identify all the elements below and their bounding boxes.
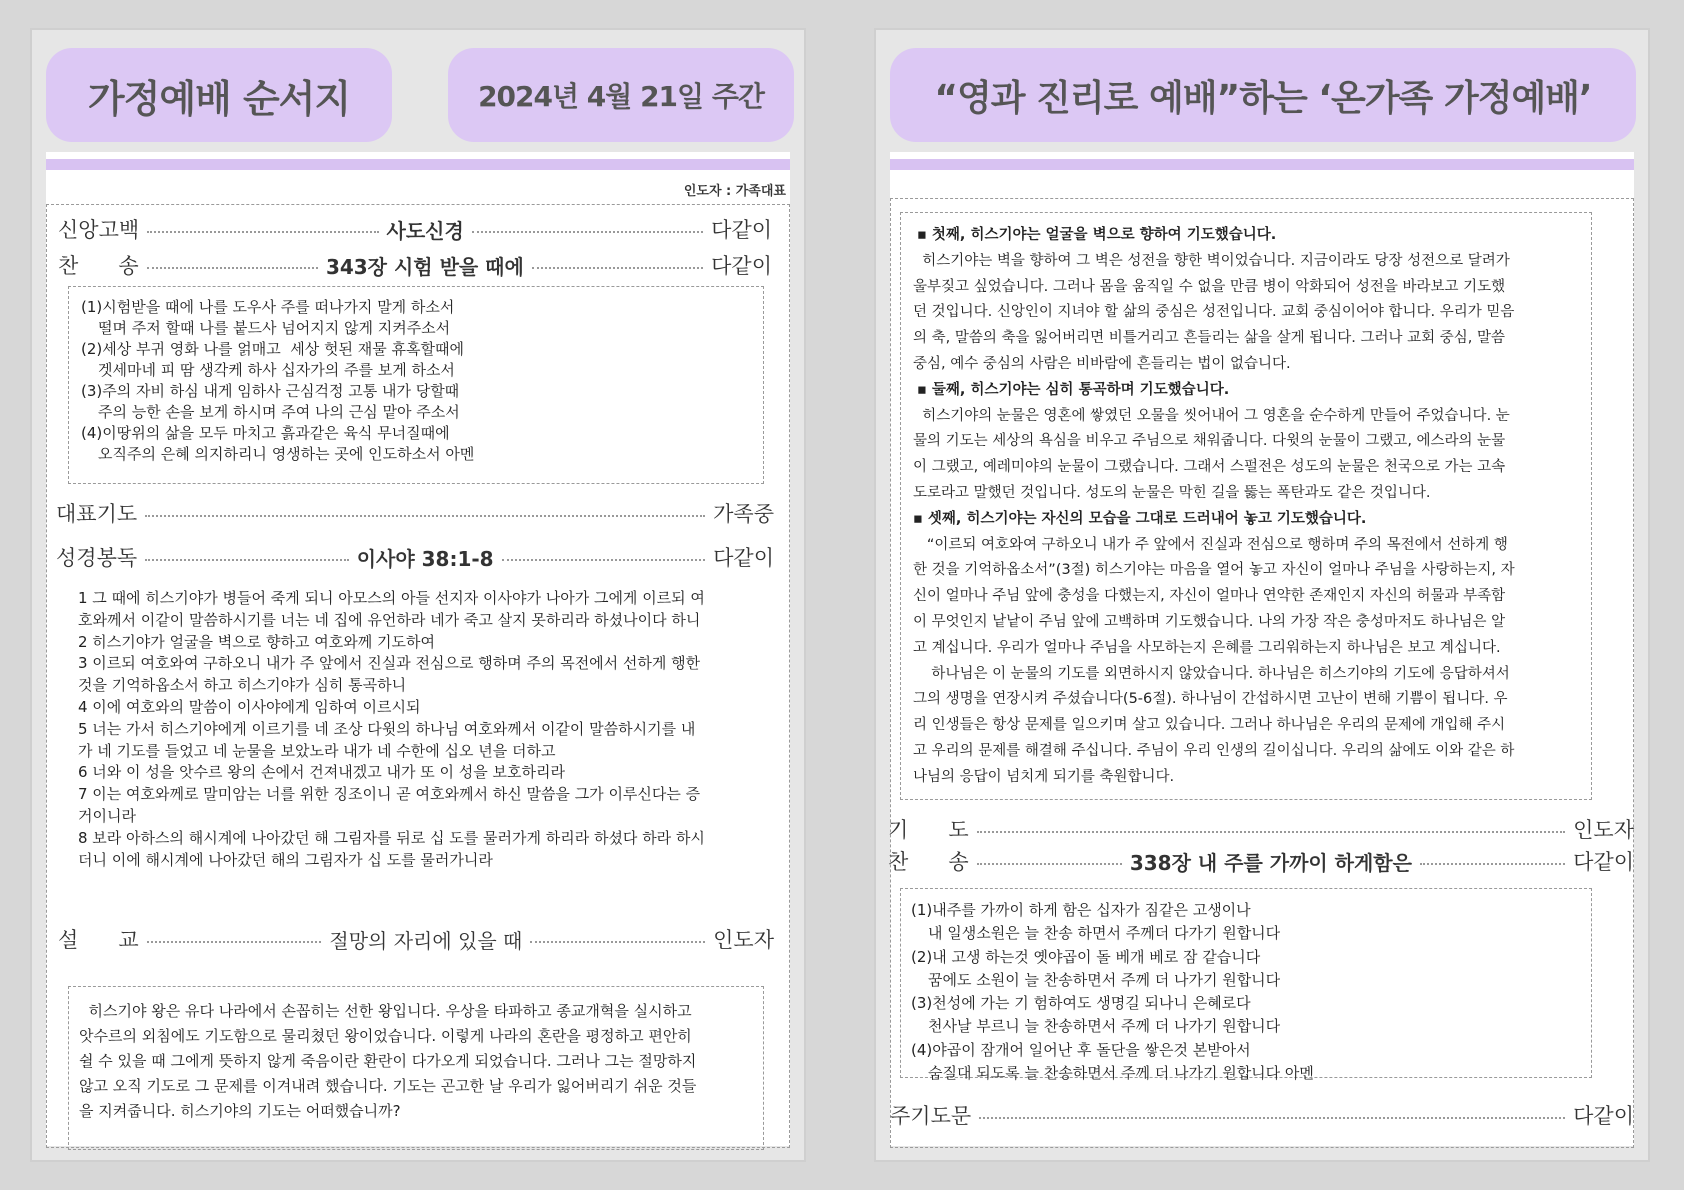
prayer-row (56, 498, 774, 528)
point-line: “이르되 여호와여 구하오니 내가 주 앞에서 진실과 전심으로 행하며 주의 목전에서 선하게 행 (913, 536, 1508, 553)
sermon-line: 앗수르의 외침에도 기도함으로 물리쳤던 왕이었습니다. 이렇게 나라의 혼란을 평정하고 편안히 (79, 1027, 692, 1045)
scripture-line: 2 히스기야가 얼굴을 벽으로 향하고 여호와께 기도하여 (78, 632, 435, 651)
leader-line: 인도자 : 가족대표 (683, 184, 786, 199)
scripture-line: 8 보라 아하스의 해시계에 나아갔던 해 그림자를 뒤로 십 도를 물러가게 하리라 하셨다 하라 하시 (78, 828, 705, 847)
lords-prayer-participants: 다같이 (1573, 1104, 1634, 1128)
prayer-label: 기 도 (888, 818, 969, 842)
left-page (30, 28, 806, 1162)
scripture-line: 6 너와 이 성을 앗수르 왕의 손에서 건져내겠고 내가 또 이 성을 보호하리라 (78, 763, 565, 782)
sermon-row (58, 924, 774, 954)
hymn-title: 338장 내 주를 가까이 하게함은 (1129, 850, 1412, 875)
side-strip (32, 152, 46, 1160)
sermon-line: 쉴 수 있을 때 그에게 뜻하지 않게 죽음이란 환란이 다가오게 되었습니다. 그러나 그는 절망하지 (79, 1052, 697, 1070)
hymn-participants: 다같이 (711, 254, 772, 278)
accent-bar (46, 159, 790, 170)
scripture-line: 거이니라 (78, 806, 136, 825)
side-strip (1634, 152, 1648, 1160)
dotted-leader (147, 267, 318, 269)
dotted-leader (979, 1117, 1565, 1119)
point-line: 한 것을 기억하옵소서”(3절) 히스기야는 마음을 열어 놓고 자신이 얼마나 주님을 사랑하는지, 자 (913, 562, 1515, 579)
lyric-line: (4)이땅위의 삶을 모두 마치고 흙과같은 육식 무너질때에 (81, 424, 450, 442)
point-line: 고 계십니다. 우리가 얼마나 주님을 사모하는지 은혜를 그리워하는지 하나님은 보고 계십니다. (913, 639, 1501, 656)
point-line: 나님의 응답이 넘치게 되기를 축원합니다. (913, 768, 1175, 785)
lyric-line: 겟세마네 피 땀 생각케 하사 십자가의 주를 보게 하소서 (98, 361, 455, 379)
sermon-line: 히스기야 왕은 유다 나라에서 손꼽히는 선한 왕입니다. 우상을 타파하고 종교개혁을 실시하고 (79, 1002, 692, 1020)
point-line: 의 축, 말씀의 축을 잃어버리면 비틀거리고 흔들리는 삶을 살게 됩니다. 그러나 교회 중심, 말씀 (913, 330, 1506, 347)
dotted-leader (532, 267, 703, 269)
point-line: 던 것입니다. 신앙인이 지녀야 할 삶의 중심은 성전입니다. 교회 중심이어야 합니다. 우리가 믿음 (913, 304, 1515, 321)
point-line: 그의 생명을 연장시켜 주셨습니다(5-6절). 하나님이 간섭하시면 고난이 변해 기쁨이 됩니다. 우 (913, 691, 1508, 708)
point-line: 도로라고 말했던 것입니다. 성도의 눈물은 막힌 길을 뚫는 폭탄과도 같은 것입니다. (913, 484, 1431, 501)
hymn-label: 찬 송 (888, 850, 969, 874)
dotted-leader (147, 941, 322, 943)
prayer-row (888, 814, 1634, 844)
point-line: 히스기야는 벽을 향하여 그 벽은 성전을 향한 벽이었습니다. 지금이라도 당장 성전으로 달려가 (913, 252, 1510, 269)
prayer-participants: 가족중 (713, 502, 774, 526)
dotted-leader (145, 559, 349, 561)
lyric-line: 숨질대 되도록 늘 찬송하면서 주께 더 나가기 원합니다 아멘 (928, 1064, 1314, 1083)
hymn-row (888, 846, 1634, 876)
point-heading: ▪ 둘째, 히스기야는 심히 통곡하며 기도했습니다. (917, 381, 1230, 398)
point-line: 중심, 예수 중심의 사람은 비바람에 흔들리는 법이 없습니다. (913, 355, 1291, 372)
page-title: 가정예배 순서지 (46, 48, 392, 142)
point-heading: ▪ 셋째, 히스기야는 자신의 모습을 그대로 드러내어 놓고 기도했습니다. (913, 510, 1367, 527)
lyric-line: 주의 능한 손을 보게 하시며 주여 나의 근심 맡아 주소서 (98, 403, 460, 421)
reading-row (56, 542, 774, 572)
lyric-line: 천사날 부르니 늘 찬송하면서 주께 더 나가기 원합니다 (928, 1017, 1281, 1036)
lyric-line: (1)내주를 가까이 하게 함은 십자가 짐같은 고생이나 (911, 901, 1251, 919)
point-line: 물의 기도는 세상의 욕심을 비우고 주님으로 채워줍니다. 다윗의 눈물이 그랬고, 에스라의 눈물 (913, 433, 1506, 450)
point-line: 고 우리의 문제를 해결해 주십니다. 주님이 우리 인생의 길이십니다. 우리의 삶에도 이와 같은 하 (913, 742, 1515, 759)
dotted-leader (502, 559, 706, 561)
lyric-line: 꿈에도 소원이 늘 찬송하면서 주께 더 나가기 원합니다 (928, 970, 1281, 989)
point-line: 울부짖고 싶었습니다. 그러나 몸을 움직일 수 없을 만큼 병이 악화되어 성전을 바라보고 기도했 (913, 278, 1506, 295)
sermon-title: 절망의 자리에 있을 때 (329, 928, 523, 953)
hymn-label: 찬 송 (58, 254, 139, 278)
scripture-text (78, 588, 778, 871)
hymn-participants: 다같이 (1573, 850, 1635, 874)
point-line: 이 무엇인지 낱낱이 주님 앞에 고백하며 기도했습니다. 나의 가장 작은 충성마저도 하나님은 알 (913, 613, 1506, 630)
scripture-line: 것을 기억하옵소서 하고 히스기야가 심히 통곡하니 (78, 676, 407, 695)
dotted-leader (145, 515, 705, 517)
lyric-line: (4)야곱이 잠개어 일어난 후 돌단을 쌓은것 본받아서 (911, 1040, 1251, 1059)
scripture-line: 1 그 때에 히스기야가 병들어 죽게 되니 아모스의 아들 선지자 이사야가 나아가 그에게 이르되 여 (78, 589, 705, 607)
scripture-line: 더니 이에 해시계에 나아갔던 해의 그림자가 십 도를 물러가니라 (78, 850, 493, 869)
dotted-leader (1420, 863, 1565, 865)
dotted-leader (472, 231, 703, 233)
side-strip (790, 152, 804, 1160)
sermon-line: 을 지켜줍니다. 히스기야의 기도는 어떠했습니까? (79, 1102, 401, 1120)
point-heading: ▪ 첫째, 히스기야는 얼굴을 벽으로 향하여 기도했습니다. (917, 227, 1277, 243)
scripture-line: 가 네 기도를 들었고 네 눈물을 보았노라 내가 네 수한에 십오 년을 더하고 (78, 741, 556, 760)
scripture-line: 호와께서 이같이 말씀하시기를 너는 네 집에 유언하라 네가 죽고 살지 못하리라 하셨나이다 하니 (78, 610, 701, 629)
creed-label: 신앙고백 (58, 218, 140, 242)
side-strip (876, 152, 890, 1160)
creed-row (58, 214, 772, 244)
scripture-line: 4 이에 여호와의 말씀이 이사야에게 임하여 이르시되 (78, 697, 421, 716)
lyric-line: (3)주의 자비 하심 내게 임하사 근심걱정 고통 내가 당할때 (81, 382, 460, 400)
sermon-line: 않고 오직 기도로 그 문제를 이겨내려 했습니다. 기도는 곤고한 날 우리가 잃어버리기 쉬운 것들 (79, 1077, 697, 1095)
creed-participants: 다같이 (711, 218, 773, 242)
point-line: 리 인생들은 항상 문제를 일으키며 살고 있습니다. 그러나 하나님은 우리의 문제에 개입해 주시 (913, 717, 1506, 734)
lyric-line: (1)시험받을 때에 나를 도우사 주를 떠나가지 말게 하소서 (81, 298, 455, 316)
bottom-strip (876, 1146, 1648, 1160)
point-line: 하나님은 이 눈물의 기도를 외면하시지 않았습니다. 하나님은 히스기야의 기도에 응답하셔서 (913, 665, 1510, 682)
page-title: “영과 진리로 예배”하는 ‘온가족 가정예배’ (890, 48, 1636, 142)
lyric-line: (3)천성에 가는 기 험하여도 생명길 되나니 은혜로다 (911, 994, 1251, 1013)
scripture-line: 7 이는 여호와께로 말미암는 너를 위한 징조이니 곧 여호와께서 하신 말씀을 그가 이루신다는 증 (78, 785, 701, 804)
hymn-row (58, 250, 772, 280)
scripture-line: 5 너는 가서 히스기야에게 이르기를 네 조상 다윗의 하나님 여호와께서 이같이 말씀하시기를 내 (78, 719, 696, 738)
lords-prayer-label: 주기도문 (890, 1104, 972, 1128)
dotted-leader (977, 863, 1122, 865)
prayer-leader: 인도자 (1573, 818, 1634, 842)
point-line: 신이 얼마나 주님 앞에 충성을 다했는지, 자신이 얼마나 연약한 존재인지 자신의 허물과 부족함 (913, 588, 1506, 605)
point-line: 히스기야의 눈물은 영혼에 쌓였던 오물을 씻어내어 그 영혼을 순수하게 만들어 주었습니다. 눈 (913, 407, 1510, 424)
sermon-points-box (900, 212, 1592, 800)
lyric-line: (2)세상 부귀 영화 나를 얽매고 세상 헛된 재물 휴혹할때에 (81, 340, 464, 358)
sermon-box (68, 986, 764, 1150)
reading-title: 이사야 38:1-8 (356, 546, 494, 571)
point-line: 이 그랬고, 예레미야의 눈물이 그랬습니다. 그래서 스펄전은 성도의 눈물은 천국으로 가는 고속 (913, 459, 1506, 476)
lyric-line: 떨며 주저 할때 나를 붙드사 넘어지지 않게 지켜주소서 (98, 319, 451, 337)
prayer-label: 대표기도 (56, 502, 138, 526)
lyric-line: (2)내 고생 하는것 옛야곱이 돌 베개 베로 잠 같습니다 (911, 947, 1261, 966)
right-page (874, 28, 1650, 1162)
lyric-line: 내 일생소원은 늘 찬송 하면서 주께더 다가기 원합니다 (928, 924, 1281, 943)
sermon-label: 설 교 (58, 928, 139, 952)
scripture-line: 3 이르되 여호와여 구하오니 내가 주 앞에서 진실과 전심으로 행하며 주의 목전에서 선하게 행한 (78, 654, 701, 673)
lords-prayer-row (890, 1100, 1634, 1130)
creed-title: 사도신경 (386, 218, 464, 243)
reading-participants: 다같이 (713, 546, 774, 570)
lyric-line: 오직주의 은혜 의지하리니 영생하는 곳에 인도하소서 아멘 (98, 445, 475, 463)
sermon-speaker: 인도자 (713, 928, 774, 952)
dotted-leader (977, 831, 1566, 833)
accent-bar (890, 159, 1634, 170)
dotted-leader (530, 941, 705, 943)
hymn-lyrics-box (68, 286, 764, 484)
date-title: 2024년 4월 21일 주간 (448, 48, 794, 142)
hymn-title: 343장 시험 받을 때에 (325, 254, 524, 279)
reading-label: 성경봉독 (56, 546, 138, 570)
dotted-leader (147, 231, 378, 233)
hymn-lyrics-box (900, 888, 1592, 1083)
